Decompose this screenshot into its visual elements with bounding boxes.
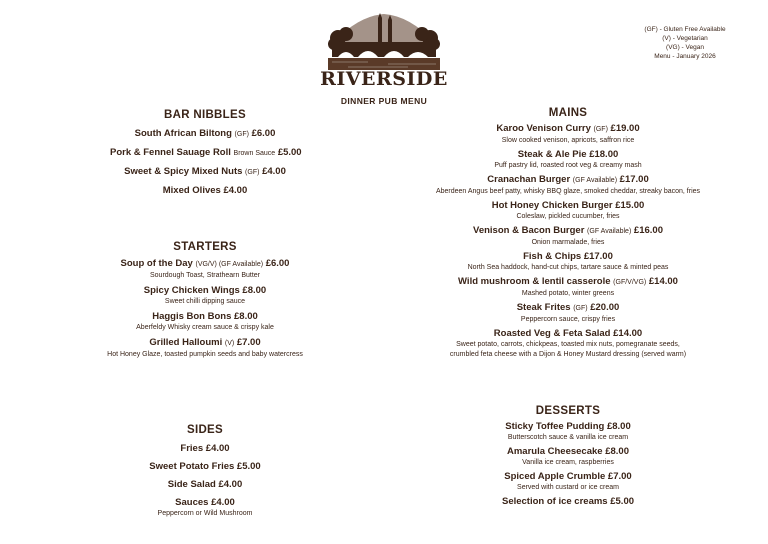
menu-item-price: £4.00	[205, 443, 230, 454]
menu-item-line	[110, 127, 300, 141]
menu-item-line	[450, 495, 686, 508]
menu-item	[390, 199, 746, 222]
legend-line: (GF) - Gluten Free Available	[644, 26, 726, 33]
menu-item	[390, 275, 746, 299]
menu-item-name: Soup of the Day	[120, 258, 193, 269]
menu-date: Menu - January 2026	[654, 53, 716, 60]
menu-item-price: £4.00	[223, 185, 248, 196]
menu-item	[110, 442, 300, 455]
menu-item-price: £18.00	[589, 149, 619, 160]
menu-item-line	[110, 442, 300, 455]
menu-item-name: Pork & Fennel Sauage Roll	[110, 147, 231, 158]
menu-item-tag: Brown Sauce	[233, 150, 276, 157]
menu-item-name: Spiced Apple Crumble	[504, 471, 606, 482]
menu-item-name: Spicy Chicken Wings	[143, 285, 240, 296]
menu-item-description: Butterscotch sauce & vanilla ice cream	[507, 434, 629, 441]
menu-item	[110, 460, 300, 473]
menu-item-line	[110, 184, 300, 197]
menu-item-description: Mashed potato, winter greens	[521, 290, 615, 297]
menu-item-name: Mixed Olives	[162, 185, 221, 196]
menu-item-price: £6.00	[251, 128, 276, 139]
menu-item	[110, 478, 300, 491]
menu-item-name: Haggis Bon Bons	[152, 311, 232, 322]
menu-item	[390, 173, 746, 197]
menu-item-line	[70, 257, 340, 271]
menu-item	[110, 127, 300, 141]
menu-item	[390, 148, 746, 171]
menu-item	[110, 184, 300, 197]
menu-item-tag: (GF)	[234, 131, 249, 138]
menu-item-description: Hot Honey Glaze, toasted pumpkin seeds and baby watercress	[107, 351, 303, 358]
menu-item-name: Selection of ice creams	[501, 496, 608, 507]
menu-item	[390, 327, 746, 360]
menu-item-description: Sourdough Toast, Strathearn Butter	[150, 272, 260, 279]
menu-item	[450, 495, 686, 508]
menu-item-line	[110, 496, 300, 509]
menu-item-description: Sweet potato, carrots, chickpeas, toasted mix nuts, pomegranate seeds,	[456, 341, 680, 348]
bridge-illustration-icon	[328, 12, 440, 70]
menu-item-tag: (GF)	[593, 126, 608, 133]
menu-item-line	[390, 122, 746, 136]
menu-item-line	[390, 250, 746, 263]
menu-item	[450, 420, 686, 443]
menu-item-price: £17.00	[619, 174, 649, 185]
brand-title: RIVERSIDE	[320, 68, 448, 90]
menu-item-price: £5.00	[277, 147, 302, 158]
menu-item-price: £17.00	[583, 251, 613, 262]
menu-item	[390, 224, 746, 248]
menu-item	[110, 146, 300, 160]
menu-item-description: Vanilla ice cream, raspberries	[522, 459, 614, 466]
menu-item-line	[390, 173, 746, 187]
menu-item-name: Karoo Venison Curry	[496, 123, 591, 134]
menu-item-price: £6.00	[265, 258, 290, 269]
menu-item	[70, 257, 340, 281]
section-title: DESSERTS	[535, 405, 601, 417]
menu-item-line	[390, 301, 746, 315]
menu-item-price: £20.00	[590, 302, 620, 313]
menu-item-name: Venison & Bacon Burger	[473, 225, 585, 236]
menu-item-description: Served with custard or ice cream	[517, 484, 619, 491]
legend-line: (VG) - Vegan	[666, 44, 704, 51]
menu-item-line	[450, 470, 686, 483]
menu-item-name: Grilled Halloumi	[149, 337, 223, 348]
menu-item-price: £8.00	[605, 446, 629, 457]
menu-item-line	[110, 146, 300, 160]
menu-item-price: £5.00	[236, 461, 261, 472]
menu-item-tag: (GF Available)	[587, 228, 632, 235]
menu-subtitle: DINNER PUB MENU	[340, 96, 428, 106]
menu-item	[70, 284, 340, 307]
section-bar-nibbles	[110, 108, 300, 197]
menu-item-price: £5.00	[610, 496, 635, 507]
menu-item-description: Sweet chilli dipping sauce	[164, 298, 246, 305]
menu-item-line	[110, 460, 300, 473]
menu-item-line	[70, 310, 340, 323]
menu-item-tag: (VG/V) (GF Available)	[195, 261, 264, 268]
menu-item	[70, 336, 340, 360]
menu-item-name: Side Salad	[167, 479, 216, 490]
menu-item-description: Coleslaw, pickled cucumber, fries	[516, 213, 620, 220]
menu-item-price: £8.00	[234, 311, 258, 322]
menu-item	[70, 310, 340, 333]
menu-item-line	[110, 165, 300, 179]
menu-item-name: Amarula Cheesecake	[506, 446, 603, 457]
menu-item-price: £16.00	[633, 225, 663, 236]
menu-item-description: Peppercorn or Wild Mushroom	[157, 510, 253, 517]
menu-item	[450, 445, 686, 468]
menu-item-price: £15.00	[615, 200, 645, 211]
section-title: STARTERS	[173, 241, 237, 253]
menu-item-tag: (V)	[224, 340, 235, 347]
menu-item-price: £14.00	[613, 328, 643, 339]
menu-item-price: £4.00	[262, 166, 286, 177]
menu-item-description: Puff pastry lid, roasted root veg & creamy mash	[494, 162, 642, 169]
menu-item-price: £7.00	[236, 337, 261, 348]
menu-item-name: Cranachan Burger	[487, 174, 571, 185]
menu-item-name: Hot Honey Chicken Burger	[491, 200, 613, 211]
menu-item-name: Sweet Potato Fries	[149, 461, 235, 472]
menu-item-price: £8.00	[606, 421, 631, 432]
menu-item-line	[390, 275, 746, 289]
menu-item	[110, 496, 300, 519]
menu-item	[110, 165, 300, 179]
menu-item	[390, 250, 746, 273]
menu-item-name: Fish & Chips	[523, 251, 582, 262]
menu-item-name: South African Biltong	[134, 128, 232, 139]
menu-item-name: Sauces	[175, 497, 209, 508]
menu-item-description: North Sea haddock, hand-cut chips, tartare sauce & minted peas	[467, 264, 669, 271]
menu-item-description: Slow cooked venison, apricots, saffron rice	[501, 137, 635, 144]
section-sides	[110, 423, 300, 519]
menu-item-name: Roasted Veg & Feta Salad	[493, 328, 611, 339]
menu-item-line	[110, 478, 300, 491]
menu-item-description: Aberfeldy Whisky cream sauce & crispy kale	[136, 324, 274, 331]
menu-item	[390, 301, 746, 325]
menu-item-description: Aberdeen Angus beef patty, whisky BBQ glaze, smoked cheddar, streaky bacon, fries	[435, 188, 701, 195]
menu-item-line	[390, 327, 746, 340]
menu-item-line	[390, 199, 746, 212]
menu-item-price: £4.00	[218, 479, 243, 490]
menu-item-tag: (GF)	[245, 169, 260, 176]
menu-item-name: Wild mushroom & lentil casserole	[458, 276, 611, 287]
menu-item-line	[70, 336, 340, 350]
menu-item-line	[390, 224, 746, 238]
menu-item-line	[450, 445, 686, 458]
section-mains	[390, 106, 746, 360]
menu-item-tag: (GF/V/VG)	[613, 279, 647, 286]
section-title: SIDES	[186, 424, 223, 436]
menu-item-description: Onion marmalade, fries	[531, 239, 605, 246]
menu-item-line	[450, 420, 686, 433]
menu-item-description: crumbled feta cheese with a Dijon & Honey Mustard dressing (served warm)	[449, 351, 687, 358]
menu-item-description: Peppercorn sauce, crispy fries	[520, 316, 616, 323]
menu-item-name: Steak & Ale Pie	[517, 149, 587, 160]
menu-item-price: £14.00	[648, 276, 678, 287]
menu-item-name: Sweet & Spicy Mixed Nuts	[124, 166, 243, 177]
menu-item-name: Sticky Toffee Pudding	[505, 421, 605, 432]
menu-item-price: £8.00	[242, 285, 267, 296]
menu-item-name: Steak Frites	[516, 302, 571, 313]
menu-item	[390, 122, 746, 146]
menu-item-price: £7.00	[607, 471, 632, 482]
section-title: MAINS	[548, 107, 588, 119]
menu-item-line	[70, 284, 340, 297]
dietary-legend	[630, 25, 740, 61]
menu-item	[450, 470, 686, 493]
menu-item-price: £4.00	[211, 497, 235, 508]
section-desserts	[450, 404, 686, 508]
menu-item-name: Fries	[180, 443, 204, 454]
menu-item-line	[390, 148, 746, 161]
menu-item-tag: (GF Available)	[572, 177, 618, 184]
menu-item-tag: (GF)	[573, 305, 588, 312]
section-starters	[70, 240, 340, 360]
menu-item-price: £19.00	[610, 123, 640, 134]
legend-line: (V) - Vegetarian	[662, 35, 708, 42]
section-title: BAR NIBBLES	[164, 109, 246, 121]
